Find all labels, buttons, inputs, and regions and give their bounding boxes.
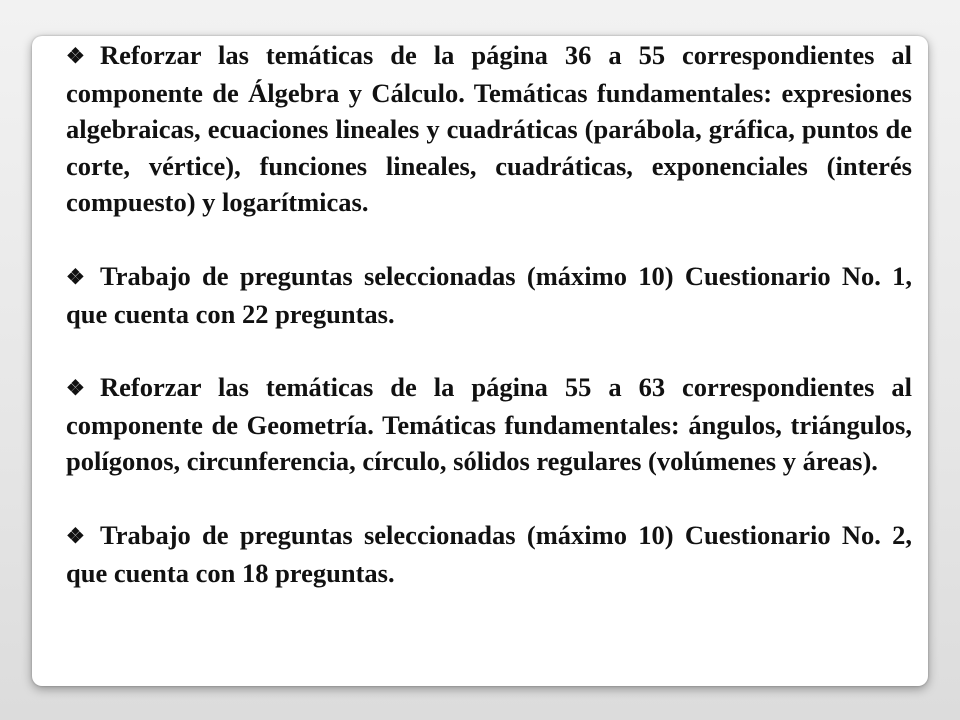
bullet-item-algebra [66,37,912,221]
diamond-bullet-icon: ❖ [66,264,85,289]
bullet-text: Trabajo de preguntas seleccionadas (máximo 10) Cuestionario No. 2, que cuenta con 18 preguntas. [66,519,912,588]
diamond-bullet-icon: ❖ [66,376,85,401]
diamond-bullet-icon: ❖ [66,44,85,68]
bullet-item-geometria [66,369,912,480]
bullet-item-cuestionario-2 [66,517,912,591]
diamond-bullet-icon: ❖ [66,523,85,548]
bullet-list [66,37,912,591]
bullet-item-cuestionario-1 [66,258,912,332]
bullet-text: Trabajo de preguntas seleccionadas (máximo 10) Cuestionario No. 1, que cuenta con 22 preguntas. [66,260,912,329]
bullet-text: Reforzar las temáticas de la página 36 a 55 correspondientes al componente de Álgebra y Cálculo. Temáticas fundamentales: expresiones algebraicas, ecuaciones lineales y cuadráticas (parábola, gráfica, puntos de corte, vértice), funciones lineales, cuadráticas, exponenciales (interés compuesto) y logarítmicas. [66,40,912,218]
bullet-text: Reforzar las temáticas de la página 55 a 63 correspondientes al componente de Geometría. Temáticas fundamentales: ángulos, triángulos, polígonos, circunferencia, círculo, sólidos regulares (volúmenes y áreas). [66,372,912,477]
